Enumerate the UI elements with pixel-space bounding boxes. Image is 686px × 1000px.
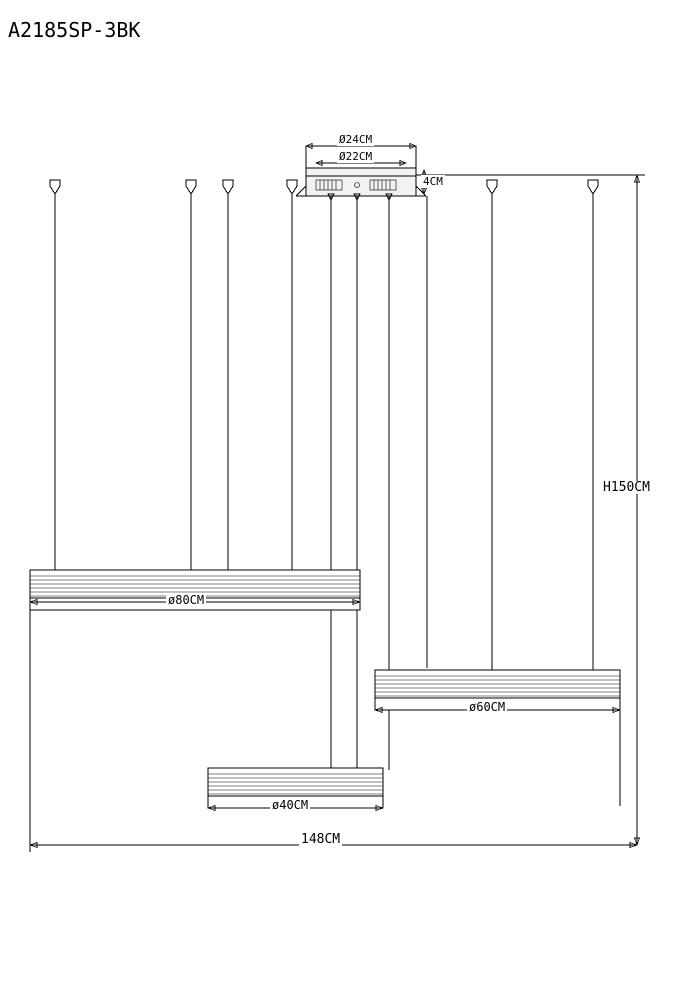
dimension-label-canopy-inner: Ø22CM	[339, 150, 373, 163]
dimension-label-total-height: H150CM	[603, 480, 650, 495]
dimension-label-total-width: 148CM	[301, 832, 341, 847]
dimension-label-ring-large: ø80CM	[168, 593, 205, 607]
dimension-label-canopy-height: 4CM	[423, 175, 443, 188]
page-title: A2185SP-3BK	[8, 18, 141, 42]
dimension-label-ring-medium: ø60CM	[469, 700, 506, 714]
dimension-label-ring-small: ø40CM	[272, 798, 309, 812]
dimension-label-canopy-outer: Ø24CM	[339, 133, 373, 146]
